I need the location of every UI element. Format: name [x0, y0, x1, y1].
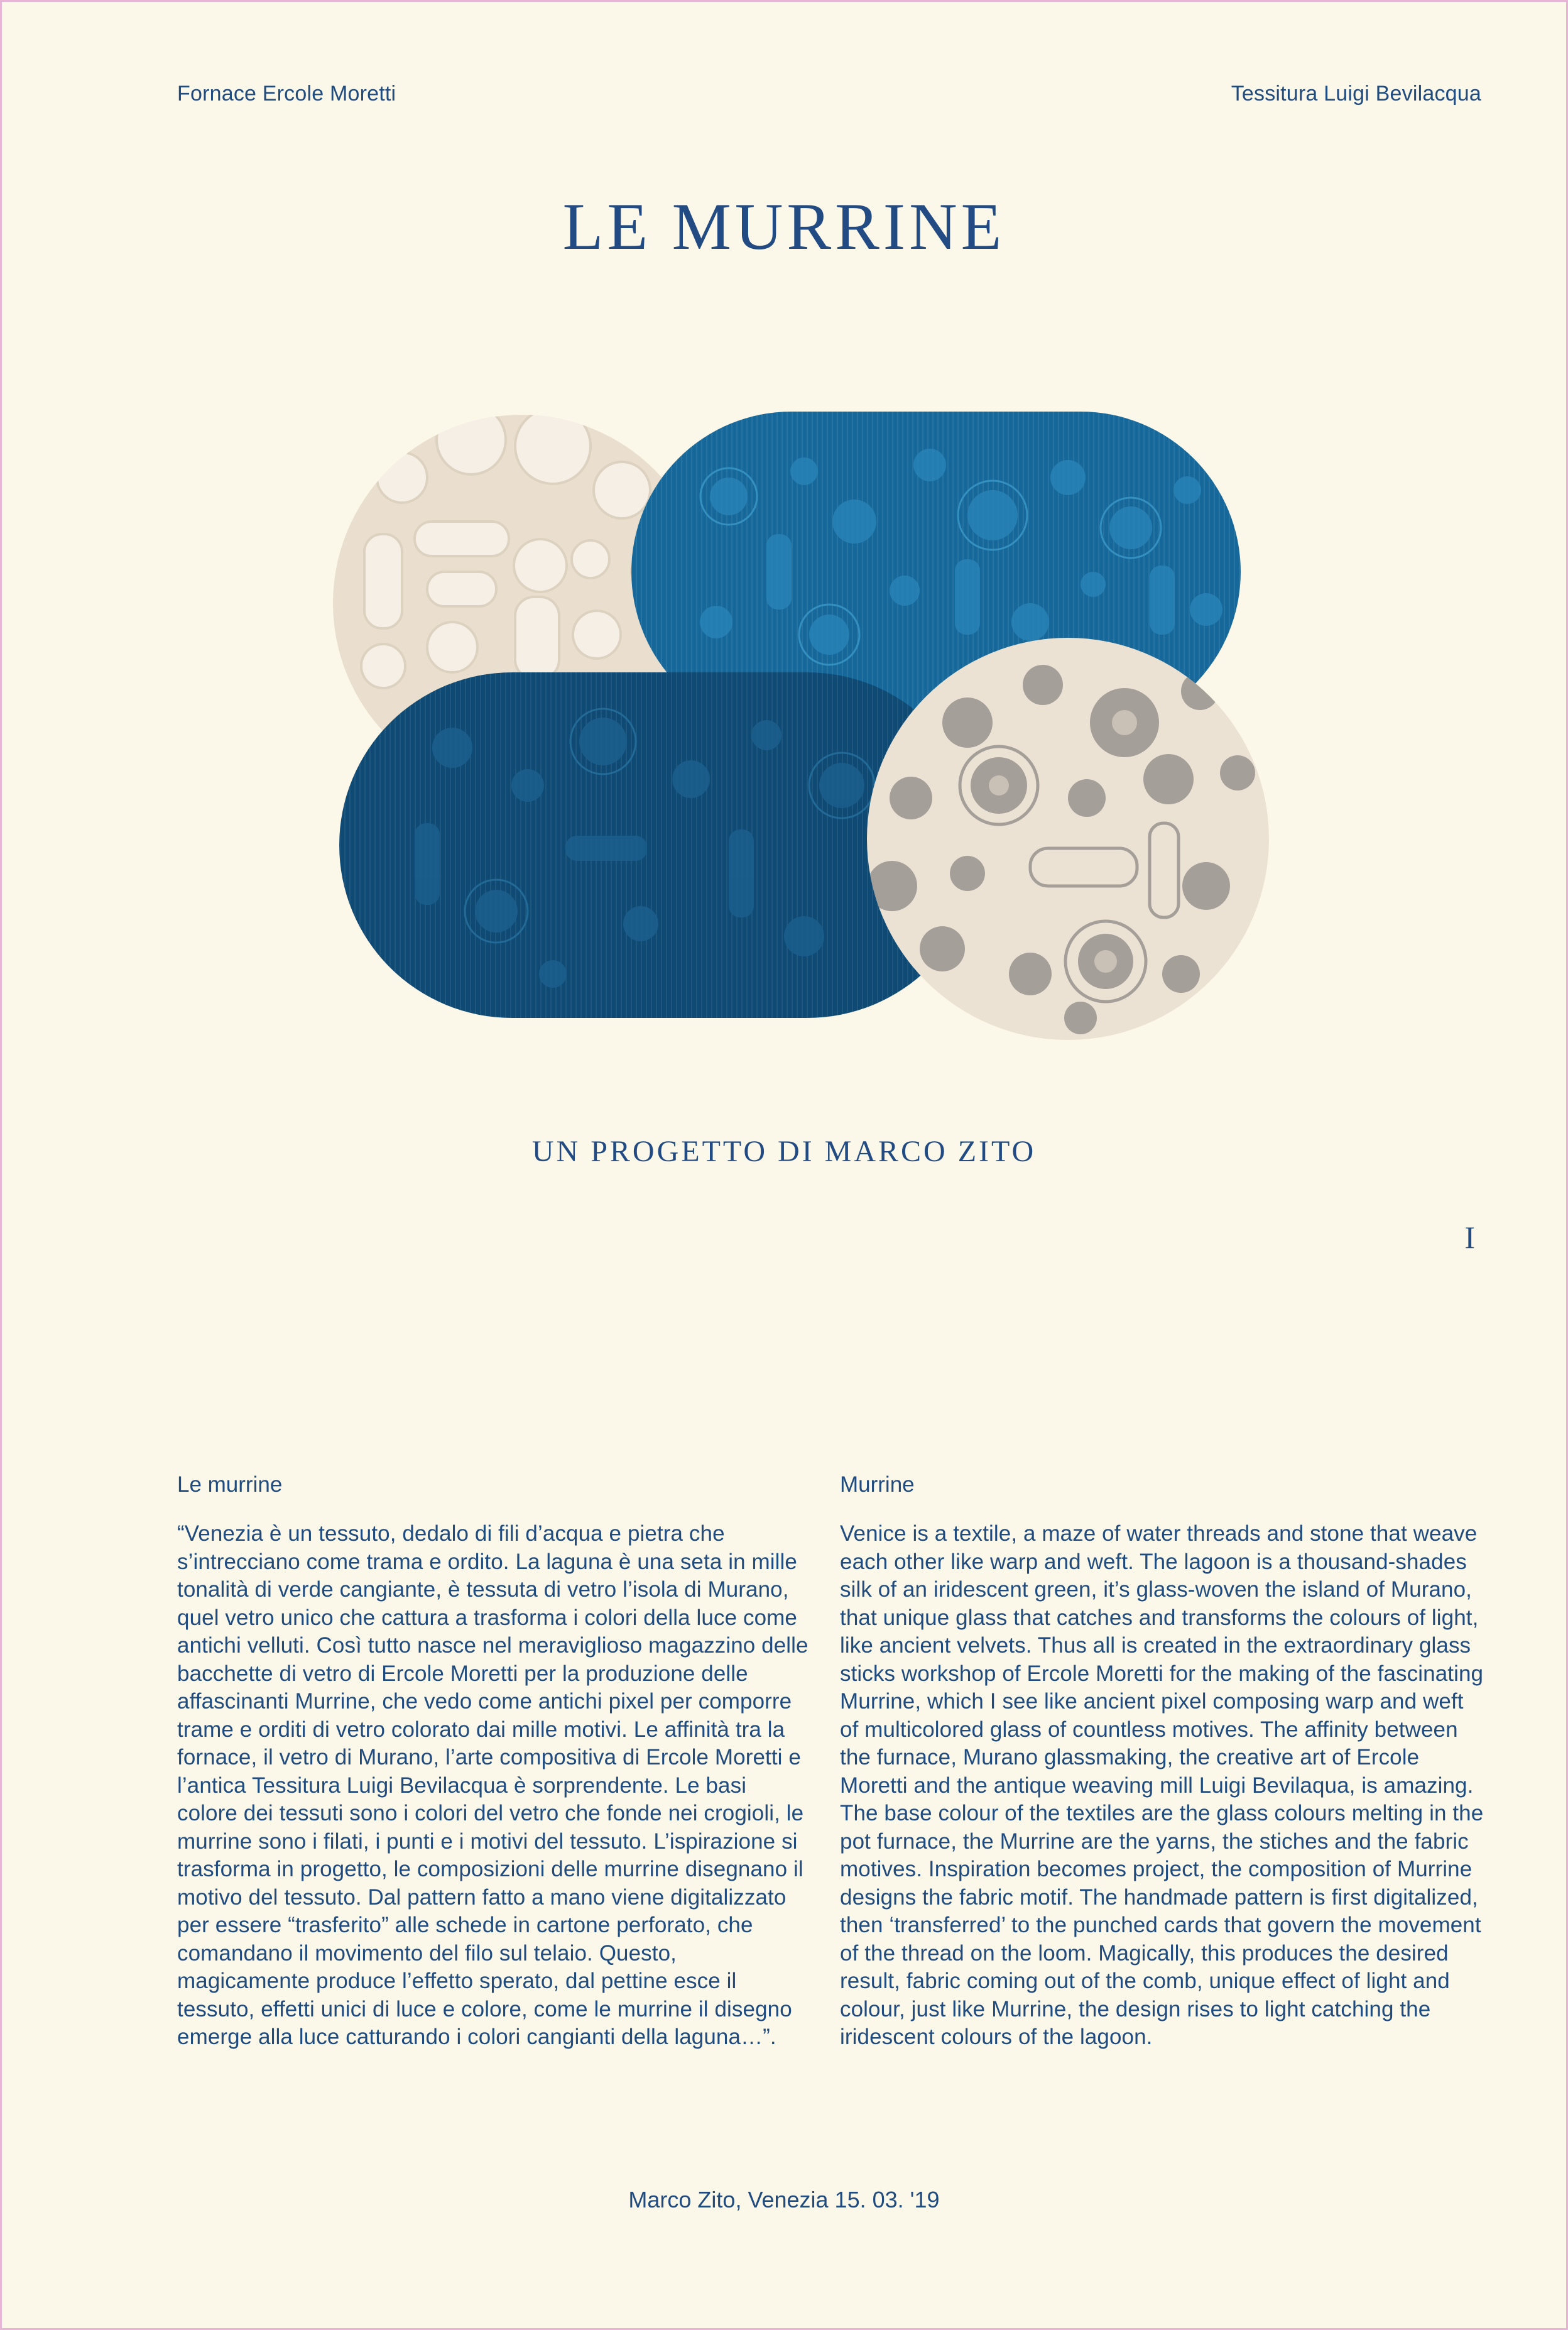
italian-text-column	[177, 1472, 812, 2052]
page-title: LE MURRINE	[562, 190, 1006, 263]
project-subtitle: UN PROGETTO DI MARCO ZITO	[531, 1135, 1037, 1168]
page-number: I	[1464, 1220, 1475, 1255]
italian-column-title: Le murrine	[177, 1472, 283, 1497]
italian-column-body: “Venezia è un tessuto, dedalo di fili d’acqua e pietra che s’intrecciano come trama e ordito. La laguna è una seta in mille tonalità di verde cangiante, è tessuta di vetro l’isola di Murano, quel vetro unico che cattura a trasforma i colori della luce come antichi velluti. Così tutto nasce nel meraviglioso magazzino delle bacchette di vetro di Ercole Moretti per la produzione delle affascinanti Murrine, che vedo come antichi pixel per comporre trame e orditi di vetro colorato dai mille motivi. Le affinità tra la fornace, il vetro di Murano, l’arte compositiva di Ercole Moretti e l’antica Tessitura Luigi Bevilacqua è sorprendente. Le basi colore dei tessuti sono i colori del vetro che fonde nei crogioli, le murrine sono i filati, i punti e i motivi del tessuto. L’ispirazione si trasforma in progetto, le composizioni delle murrine disegnano il motivo del tessuto. Dal pattern fatto a mano viene digitalizzato per essere “trasferito” alle schede in cartone perforato, che comandano il movimento del filo sul telaio. Questo, magicamente produce l’effetto sperato, dal pettine esce il tessuto, effetti unici di luce e colore, come le murrine il disegno emerge alla luce catturando i colori cangianti della laguna…”.	[177, 1521, 808, 2049]
murrine-illustration	[289, 371, 1307, 1093]
english-column-body: Venice is a textile, a maze of water threads and stone that weave each other like warp and weft. The lagoon is a thousand-shades silk of an iridescent green, it’s glass-woven the island of Murano, that unique glass that catches and transforms the colours of light, like ancient velvets. Thus all is created in the extraordinary glass sticks workshop of Ercole Moretti for the making of the fascinating Murrine, which I see like ancient pixel composing warp and weft of multicolored glass of countless motives. The affinity between the furnace, Murano glassmaking, the creative art of Ercole Moretti and the antique weaving mill Luigi Bevilaqua, is amazing. The base colour of the textiles are the glass colours melting in the pot furnace, the Murrine are the yarns, the stiches and the fabric motives. Inspiration becomes project, the composition of Murrine designs the fabric motif. The handmade pattern is first digitalized, then ‘transferred’ to the punched cards that govern the movement of the thread on the loom. Magically, this produces the desired result, fabric coming out of the comb, unique effect of light and colour, just like Murrine, the design rises to light catching the iridescent colours of the lagoon.	[840, 1521, 1484, 2049]
english-column-title: Murrine	[840, 1472, 915, 1497]
grey-murrina-disc-bottom	[867, 638, 1269, 1040]
english-text-column	[840, 1472, 1487, 2052]
signature-line: Marco Zito, Venezia 15. 03. '19	[628, 2187, 940, 2212]
header-left-label: Fornace Ercole Moretti	[177, 82, 396, 106]
header-right-label: Tessitura Luigi Bevilacqua	[1231, 82, 1481, 106]
